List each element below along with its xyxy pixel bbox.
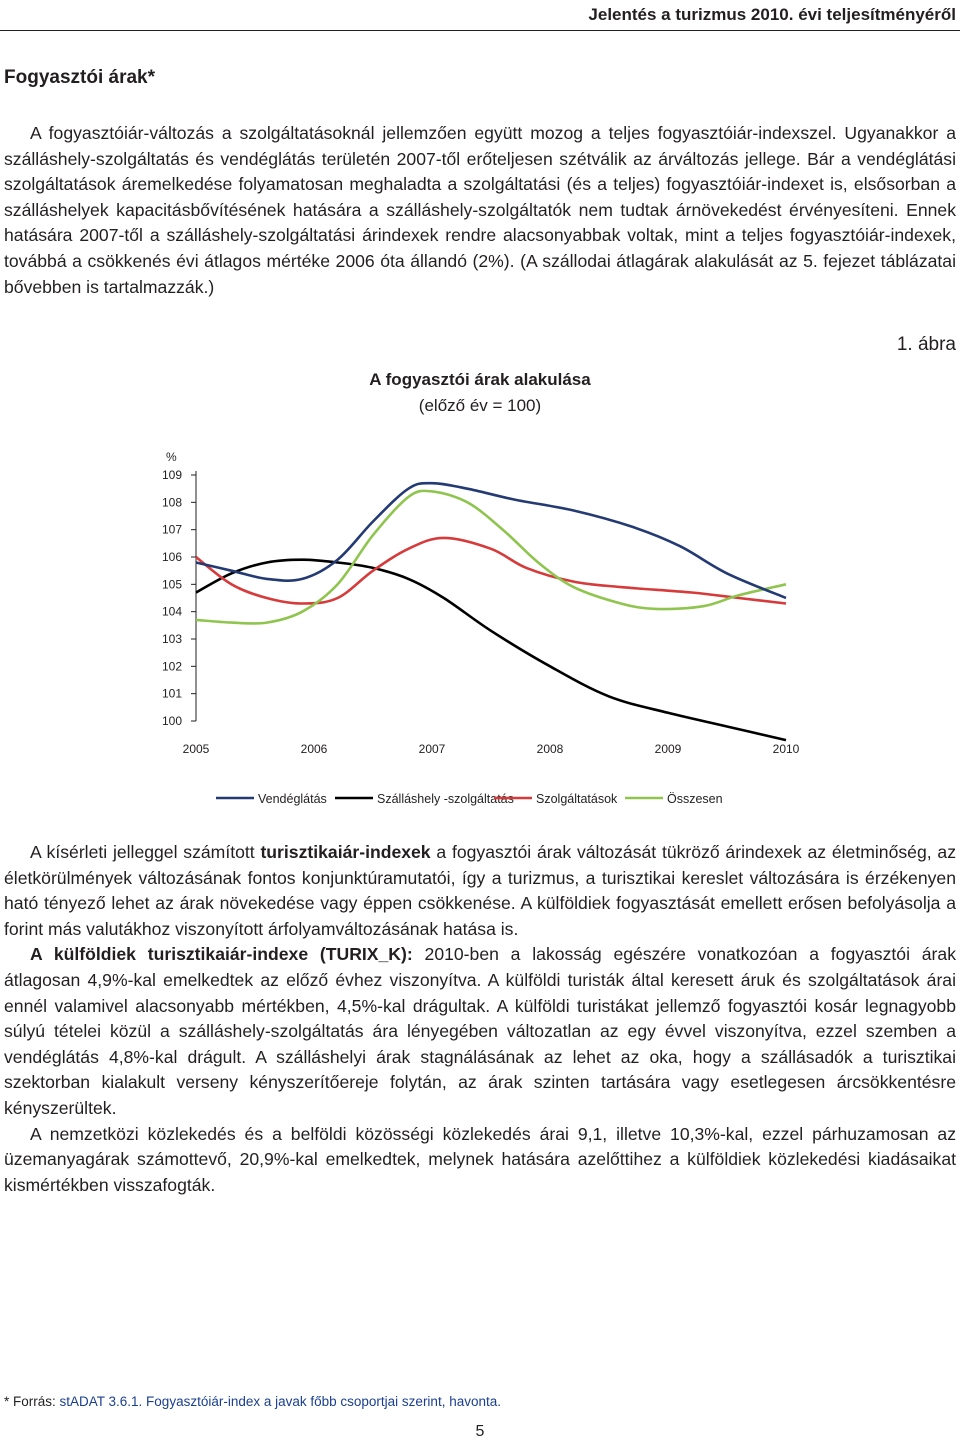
y-tick-label: 103	[162, 632, 183, 646]
paragraph-3-lead: A nemzetközi közlekedés és a belföldi közösségi közlekedés árai 9,1, illetve 10,3%-kal, ezzel párhuzamosan az üzemanyagárak számottevő, 20,9%-kal emelkedtek, melynek hatására azelőttihez a külföldiek közlekedési kiadásaikat kismértékben visszafogták.	[4, 1123, 956, 1195]
y-axis-label: %	[166, 450, 177, 464]
x-tick-label: 2010	[772, 742, 800, 756]
legend-label-4: Összesen	[667, 792, 723, 806]
paragraph-1-rest: a fogyasztói árak változását tükröző árindexek az életminőség, az életkörülmények változásának fontos konjunktúramutatói, így a turizmus, a turisztikai kereslet változására is érzékenyen ható tényező lehet az árak növekedése vagy éppen csökkenése. A külföldiek fogyasztását emellett erősen befolyásolja a forint más valutákhoz viszonyított árfolyamváltozásának hatása is.	[4, 842, 956, 939]
legend-label-2: Szálláshely -szolgáltatás	[377, 792, 514, 806]
y-tick-label: 100	[162, 714, 183, 728]
body-text	[4, 840, 956, 1198]
chart-title: A fogyasztói árak alakulása	[369, 370, 591, 389]
legend-label-3: Szolgáltatások	[536, 792, 618, 806]
y-tick-label: 106	[162, 550, 183, 564]
running-header	[0, 0, 960, 31]
intro-paragraph: A fogyasztóiár-változás a szolgáltatásoknál jellemzően együtt mozog a teljes fogyasztóiár-indexszel. Ugyanakkor a szálláshely-szolgáltatás és vendéglátás területén 2007-től erőteljesen szétválik az árváltozás jellege. Bár a vendéglátási szolgáltatások áremelkedése folyamatosan meghaladta a szolgáltatási (és a teljes) fogyasztóiár-indexet is, elsősorban a szálláshelyek kapacitásbővítésének hatására a szálláshely-szolgáltatók nem tudtak árnövekedést érvényesíteni. Ennek hatására 2007-től a szálláshely-szolgáltatási árindexek rendre alacsonyabbak voltak, mint a teljes fogyasztóiár-indexek, továbbá a csökkenés évi átlagos mértéke 2006 óta állandó (2%). (A szállodai átlagárak alakulását az 5. fejezet táblázatai bővebben is tartalmazzák.)	[4, 123, 956, 297]
paragraph-2	[4, 942, 956, 1121]
price-index-chart	[0, 430, 960, 820]
paragraph-1	[4, 840, 956, 942]
chart-subtitle: (előző év = 100)	[418, 396, 542, 415]
paragraph-2-bold: A külföldiek turisztikaiár-indexe (TURIX_K):	[30, 944, 413, 965]
x-tick-label: 2005	[182, 742, 210, 756]
paragraph-3	[4, 1122, 956, 1199]
y-tick-label: 101	[162, 686, 183, 701]
section-title: Fogyasztói árak*	[4, 67, 155, 88]
y-tick-label: 105	[162, 577, 183, 592]
x-tick-label: 2006	[300, 742, 328, 756]
paragraph-1-bold: turisztikaiár-indexek	[260, 842, 431, 862]
y-tick-label: 107	[162, 522, 183, 537]
footnote-marker: * Forrás:	[4, 1394, 60, 1409]
series-line-2	[196, 560, 786, 740]
footnote	[4, 1394, 501, 1409]
y-tick-label: 108	[162, 495, 183, 510]
y-tick-label: 102	[162, 659, 183, 674]
header-title: Jelentés a turizmus 2010. évi teljesítményéről	[588, 5, 956, 24]
intro-text	[4, 121, 956, 300]
figure-number: 1. ábra	[896, 334, 956, 355]
y-tick-label: 104	[162, 604, 183, 619]
series-line-3	[196, 538, 786, 604]
legend-label-1: Vendéglátás	[258, 792, 327, 806]
paragraph-1-lead: A kísérleti jelleggel számított	[30, 842, 261, 862]
x-tick-label: 2007	[418, 742, 446, 756]
x-tick-label: 2009	[654, 742, 682, 756]
paragraph-2-rest: 2010-ben a lakosság egészére vonatkozóan a fogyasztói árak átlagosan 4,9%-kal emelkedtek az előző évhez viszonyítva. A külföldi turisták által keresett áruk és szolgáltatások árai ennél valamivel alacsonyabb mértékben, 4,5%-kal drágultak. A külföldi turistákat jellemző fogyasztói kosár legnagyobb súlyú tételei közül a szálláshely-szolgáltatás ára lényegében változatlan az egy évvel viszonyítva, ezzel szemben a vendéglátás 4,8%-kal drágult. A szálláshelyi árak stagnálásának az lehet az oka, hogy a szállásadók a turisztikai szektorban kialakult verseny kényszerítőereje folytán, az árak szinten tartására vagy esetlegesen árcsökkentésre kényszerültek.	[4, 944, 956, 1118]
y-tick-label: 109	[162, 468, 183, 482]
series-line-1	[196, 483, 786, 598]
footnote-source-link[interactable]: stADAT 3.6.1. Fogyasztóiár-index a javak főbb csoportjai szerint, havonta.	[59, 1394, 501, 1409]
page-number: 5	[475, 1423, 485, 1440]
x-tick-label: 2008	[536, 742, 564, 756]
